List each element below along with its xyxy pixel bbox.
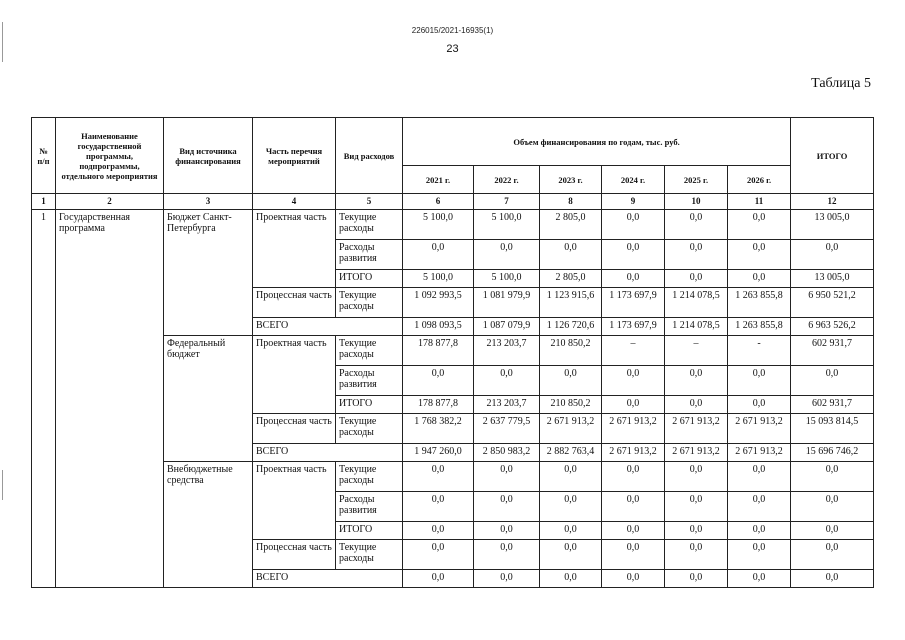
year-value: 0,0 — [474, 540, 540, 570]
year-value: 0,0 — [602, 240, 665, 270]
year-value: 2 882 763,4 — [540, 444, 602, 462]
activity-part: Процессная часть — [253, 288, 336, 318]
year-value: 0,0 — [403, 366, 474, 396]
row-total: 13 005,0 — [791, 270, 874, 288]
year-value: 0,0 — [403, 492, 474, 522]
table-caption: Таблица 5 — [811, 76, 871, 91]
year-value: 1 263 855,8 — [728, 288, 791, 318]
col-header-year: 2023 г. — [540, 166, 602, 194]
year-value: 0,0 — [728, 210, 791, 240]
row-total: 0,0 — [791, 492, 874, 522]
year-value: 1 173 697,9 — [602, 288, 665, 318]
year-value: 0,0 — [728, 462, 791, 492]
col-header-year: 2024 г. — [602, 166, 665, 194]
column-index-row — [32, 194, 874, 210]
funding-source: Федеральный бюджет — [164, 336, 253, 462]
year-value: 0,0 — [540, 522, 602, 540]
year-value: 1 214 078,5 — [665, 288, 728, 318]
year-value: 0,0 — [540, 540, 602, 570]
col-header-num: № п/п — [32, 118, 56, 194]
expense-type: ИТОГО — [336, 396, 403, 414]
year-value: 0,0 — [540, 366, 602, 396]
year-value: 178 877,8 — [403, 336, 474, 366]
program-number: 1 — [32, 210, 56, 588]
year-value: 0,0 — [474, 240, 540, 270]
activity-part: Проектная часть — [253, 210, 336, 288]
column-index-cell: 8 — [540, 194, 602, 210]
year-value: 0,0 — [665, 210, 728, 240]
year-value: 0,0 — [540, 492, 602, 522]
expense-type: ИТОГО — [336, 270, 403, 288]
year-value: 1 087 079,9 — [474, 318, 540, 336]
activity-part: Процессная часть — [253, 540, 336, 570]
year-value: 0,0 — [540, 462, 602, 492]
row-total: 0,0 — [791, 570, 874, 588]
year-value: 0,0 — [665, 540, 728, 570]
year-value: 0,0 — [602, 540, 665, 570]
expense-type: Текущие расходы — [336, 414, 403, 444]
year-value: 1 123 915,6 — [540, 288, 602, 318]
document-id: 226015/2021-16935(1) — [411, 26, 494, 35]
year-value: 0,0 — [602, 492, 665, 522]
year-value: 0,0 — [602, 366, 665, 396]
year-value: 0,0 — [665, 396, 728, 414]
year-value: 1 263 855,8 — [728, 318, 791, 336]
year-value: 0,0 — [602, 396, 665, 414]
year-value: 0,0 — [728, 240, 791, 270]
year-value: 0,0 — [602, 270, 665, 288]
year-value: 0,0 — [665, 462, 728, 492]
year-value: 0,0 — [403, 570, 474, 588]
financing-table — [31, 117, 874, 588]
row-total: 0,0 — [791, 522, 874, 540]
funding-source: Внебюджетные средства — [164, 462, 253, 588]
year-value: 0,0 — [403, 522, 474, 540]
year-value: 0,0 — [474, 522, 540, 540]
row-total: 13 005,0 — [791, 210, 874, 240]
year-value: 0,0 — [540, 570, 602, 588]
activity-part: Процессная часть — [253, 414, 336, 444]
year-value: 0,0 — [665, 492, 728, 522]
year-value: 1 214 078,5 — [665, 318, 728, 336]
year-value: 0,0 — [474, 366, 540, 396]
column-index-cell: 4 — [253, 194, 336, 210]
year-value: 2 671 913,2 — [665, 414, 728, 444]
year-value: 0,0 — [602, 522, 665, 540]
year-value: 210 850,2 — [540, 336, 602, 366]
col-header-source: Вид источника финансирования — [164, 118, 253, 194]
row-total: 0,0 — [791, 366, 874, 396]
year-value: 1 126 720,6 — [540, 318, 602, 336]
year-value: 2 805,0 — [540, 270, 602, 288]
page-number: 23 — [446, 43, 459, 55]
year-value: 2 671 913,2 — [728, 444, 791, 462]
row-total: 6 963 526,2 — [791, 318, 874, 336]
year-value: 0,0 — [728, 522, 791, 540]
column-index-cell: 10 — [665, 194, 728, 210]
expense-type: Расходы развития — [336, 240, 403, 270]
funding-source: Бюджет Санкт-Петербурга — [164, 210, 253, 336]
col-header-name: Наименование государственной программы, подпрограммы, отдельного мероприятия — [56, 118, 164, 194]
column-index-cell: 11 — [728, 194, 791, 210]
col-header-year: 2022 г. — [474, 166, 540, 194]
expense-type: Текущие расходы — [336, 336, 403, 366]
year-value: 2 671 913,2 — [602, 414, 665, 444]
activity-part: Проектная часть — [253, 336, 336, 414]
column-index-cell: 1 — [32, 194, 56, 210]
year-value: 2 671 913,2 — [728, 414, 791, 444]
row-total: 15 093 814,5 — [791, 414, 874, 444]
year-value: 0,0 — [602, 210, 665, 240]
table-row — [32, 210, 874, 240]
year-value: 2 637 779,5 — [474, 414, 540, 444]
year-value: 0,0 — [403, 462, 474, 492]
year-value: 0,0 — [728, 540, 791, 570]
expense-type: Текущие расходы — [336, 540, 403, 570]
column-index-cell: 5 — [336, 194, 403, 210]
year-value: 1 768 382,2 — [403, 414, 474, 444]
year-value: 2 671 913,2 — [665, 444, 728, 462]
column-index-cell: 7 — [474, 194, 540, 210]
year-value: 210 850,2 — [540, 396, 602, 414]
year-value: – — [602, 336, 665, 366]
year-value: 2 850 983,2 — [474, 444, 540, 462]
year-value: 0,0 — [665, 366, 728, 396]
row-total: 0,0 — [791, 540, 874, 570]
year-value: 0,0 — [602, 570, 665, 588]
year-value: 0,0 — [602, 462, 665, 492]
year-value: 1 098 093,5 — [403, 318, 474, 336]
col-header-total: ИТОГО — [791, 118, 874, 194]
year-value: 5 100,0 — [403, 270, 474, 288]
row-total: 0,0 — [791, 240, 874, 270]
grand-total-label: ВСЕГО — [253, 318, 403, 336]
activity-part: Проектная часть — [253, 462, 336, 540]
year-value: 0,0 — [474, 570, 540, 588]
year-value: - — [728, 336, 791, 366]
table-header — [32, 118, 874, 194]
expense-type: Текущие расходы — [336, 210, 403, 240]
expense-type: Расходы развития — [336, 492, 403, 522]
year-value: 0,0 — [540, 240, 602, 270]
col-header-year: 2021 г. — [403, 166, 474, 194]
year-value: 1 173 697,9 — [602, 318, 665, 336]
year-value: 213 203,7 — [474, 336, 540, 366]
grand-total-label: ВСЕГО — [253, 444, 403, 462]
row-total: 0,0 — [791, 462, 874, 492]
year-value: 0,0 — [403, 240, 474, 270]
col-header-part: Часть перечня мероприятий — [253, 118, 336, 194]
year-value: 5 100,0 — [403, 210, 474, 240]
col-header-funding-group: Объем финансирования по годам, тыс. руб. — [403, 118, 791, 166]
year-value: 0,0 — [665, 270, 728, 288]
col-header-year: 2026 г. — [728, 166, 791, 194]
year-value: 2 671 913,2 — [540, 414, 602, 444]
expense-type: ИТОГО — [336, 522, 403, 540]
year-value: 2 805,0 — [540, 210, 602, 240]
year-value: 0,0 — [728, 570, 791, 588]
row-total: 602 931,7 — [791, 396, 874, 414]
year-value: 5 100,0 — [474, 270, 540, 288]
expense-type: Текущие расходы — [336, 462, 403, 492]
year-value: 0,0 — [665, 570, 728, 588]
year-value: 1 947 260,0 — [403, 444, 474, 462]
year-value: 0,0 — [728, 396, 791, 414]
program-name: Государственная программа — [56, 210, 164, 588]
year-value: 0,0 — [728, 492, 791, 522]
col-header-expense: Вид расходов — [336, 118, 403, 194]
year-value: 0,0 — [403, 540, 474, 570]
year-value: 5 100,0 — [474, 210, 540, 240]
year-value: 1 081 979,9 — [474, 288, 540, 318]
column-index-cell: 9 — [602, 194, 665, 210]
year-value: 0,0 — [474, 492, 540, 522]
table-body — [32, 194, 874, 588]
year-value: 213 203,7 — [474, 396, 540, 414]
row-total: 602 931,7 — [791, 336, 874, 366]
year-value: 0,0 — [665, 522, 728, 540]
year-value: – — [665, 336, 728, 366]
year-value: 2 671 913,2 — [602, 444, 665, 462]
column-index-cell: 12 — [791, 194, 874, 210]
year-value: 178 877,8 — [403, 396, 474, 414]
row-total: 6 950 521,2 — [791, 288, 874, 318]
expense-type: Текущие расходы — [336, 288, 403, 318]
row-total: 15 696 746,2 — [791, 444, 874, 462]
col-header-year: 2025 г. — [665, 166, 728, 194]
year-value: 0,0 — [474, 462, 540, 492]
column-index-cell: 3 — [164, 194, 253, 210]
expense-type: Расходы развития — [336, 366, 403, 396]
year-value: 0,0 — [728, 366, 791, 396]
column-index-cell: 6 — [403, 194, 474, 210]
year-value: 1 092 993,5 — [403, 288, 474, 318]
year-value: 0,0 — [728, 270, 791, 288]
scan-edge-mark — [2, 470, 3, 500]
grand-total-label: ВСЕГО — [253, 570, 403, 588]
year-value: 0,0 — [665, 240, 728, 270]
column-index-cell: 2 — [56, 194, 164, 210]
